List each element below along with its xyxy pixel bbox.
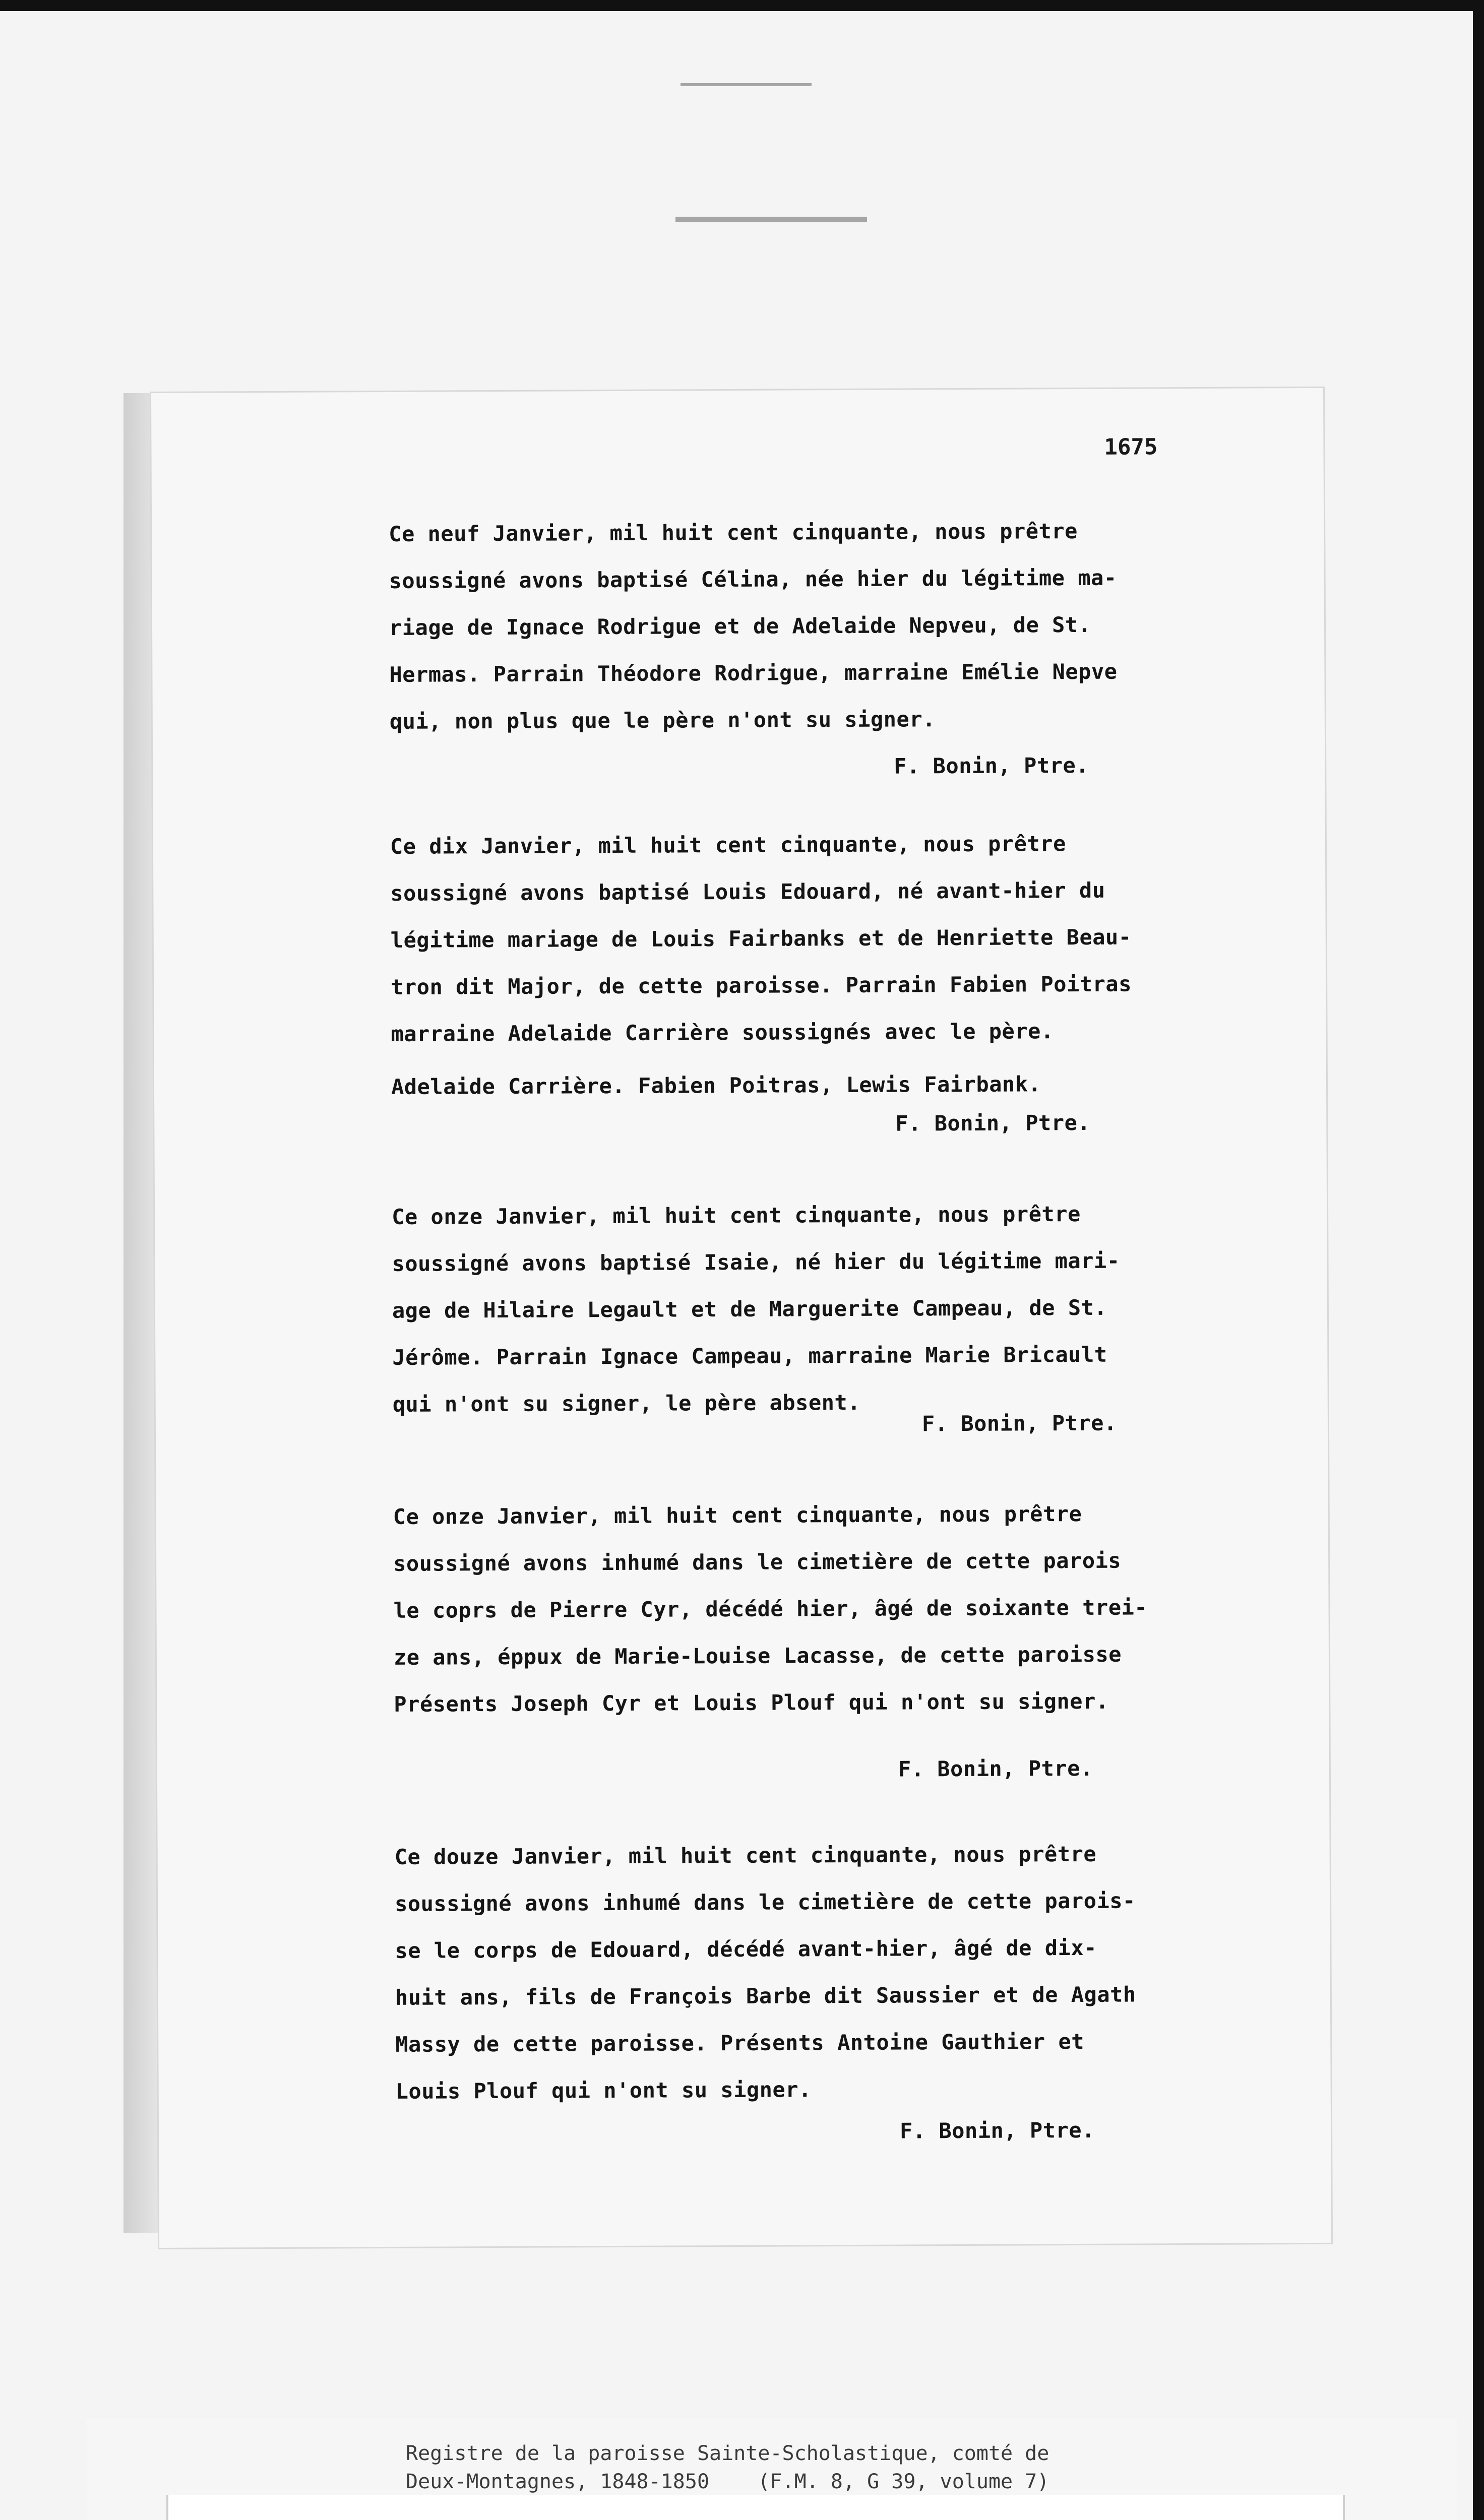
frame-border-right xyxy=(1473,0,1484,2520)
entry-line: Louis Plouf qui n'ont su signer. xyxy=(395,2077,812,2104)
register-entry xyxy=(390,819,1289,1149)
entry-line: Ce onze Janvier, mil huit cent cinquante, nous prêtre xyxy=(392,1201,1081,1229)
entry-line: soussigné avons inhumé dans le cimetière de cette parois xyxy=(393,1548,1122,1576)
entry-line: se le corps de Edouard, décédé avant-hier, âgé de dix- xyxy=(395,1935,1097,1963)
entry-line: riage de Ignace Rodrigue et de Adelaide Nepveu, de St. xyxy=(389,612,1091,640)
entry-line: qui, non plus que le père n'ont su signer. xyxy=(389,707,936,734)
register-page xyxy=(151,388,1331,2248)
film-scratch xyxy=(675,217,867,222)
frame-border-top xyxy=(0,0,1484,11)
entry-line: marraine Adelaide Carrière soussignés avec le père. xyxy=(391,1019,1054,1046)
entry-line: huit ans, fils de François Barbe dit Saussier et de Agath xyxy=(395,1982,1136,2010)
entry-line: Jérôme. Parrain Ignace Campeau, marraine Marie Bricault xyxy=(392,1342,1107,1370)
caption-line: Deux-Montagnes, 1848-1850 (F.M. 8, G 39, volume 7) xyxy=(406,2470,1049,2493)
entry-line: Ce dix Janvier, mil huit cent cinquante, nous prêtre xyxy=(390,831,1066,859)
register-caption xyxy=(406,2439,1049,2496)
entry-line: qui n'ont su signer, le père absent. xyxy=(392,1390,861,1417)
witness-signatures: Adelaide Carrière. Fabien Poitras, Lewis Fairbank. xyxy=(391,1072,1041,1099)
entry-line: Ce neuf Janvier, mil huit cent cinquante, nous prêtre xyxy=(389,518,1078,546)
entry-line: soussigné avons inhumé dans le cimetière de cette parois- xyxy=(394,1888,1136,1916)
caption-line: Registre de la paroisse Sainte-Scholastique, comté de xyxy=(406,2442,1049,2465)
entry-line: ze ans, éppux de Marie-Louise Lacasse, de cette paroisse xyxy=(393,1642,1122,1670)
entry-line: légitime mariage de Louis Fairbanks et de Henriette Beau- xyxy=(390,924,1132,953)
entry-line: Ce onze Janvier, mil huit cent cinquante, nous prêtre xyxy=(393,1501,1082,1529)
entry-line: Massy de cette paroisse. Présents Antoine Gauthier et xyxy=(395,2029,1085,2057)
priest-signature: F. Bonin, Ptre. xyxy=(895,1110,1091,1136)
register-entry xyxy=(389,507,1287,792)
register-entry xyxy=(393,1489,1292,1795)
entry-line: Ce douze Janvier, mil huit cent cinquante, nous prêtre xyxy=(394,1841,1097,1869)
priest-signature: F. Bonin, Ptre. xyxy=(899,2117,1095,2144)
entry-line: le coprs de Pierre Cyr, décédé hier, âgé de soixante trei- xyxy=(393,1595,1148,1623)
entry-line: Présents Joseph Cyr et Louis Plouf qui n'ont su signer. xyxy=(394,1688,1109,1717)
entry-line: soussigné avons baptisé Louis Edouard, né avant-hier du xyxy=(390,877,1105,906)
priest-signature: F. Bonin, Ptre. xyxy=(898,1755,1093,1782)
archive-label-box xyxy=(166,2495,1345,2520)
entry-line: soussigné avons baptisé Célina, née hier du légitime ma- xyxy=(389,565,1117,593)
register-entry xyxy=(394,1830,1293,2157)
entry-line: age de Hilaire Legault et de Marguerite Campeau, de St. xyxy=(392,1295,1107,1323)
priest-signature: F. Bonin, Ptre. xyxy=(921,1410,1117,1436)
page-number: 1675 xyxy=(1104,434,1158,460)
priest-signature: F. Bonin, Ptre. xyxy=(894,752,1089,779)
entry-line: tron dit Major, de cette paroisse. Parrain Fabien Poitras xyxy=(391,971,1132,999)
register-entry xyxy=(392,1189,1290,1450)
film-scratch xyxy=(681,83,812,86)
entry-line: soussigné avons baptisé Isaie, né hier du légitime mari- xyxy=(392,1248,1120,1276)
entry-line: Hermas. Parrain Théodore Rodrigue, marraine Emélie Nepve xyxy=(389,659,1118,687)
